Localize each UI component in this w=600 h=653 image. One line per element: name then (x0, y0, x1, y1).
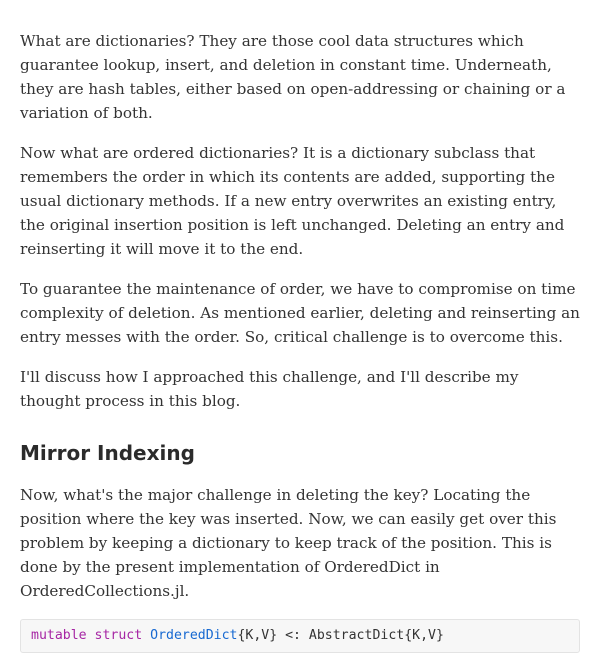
intro-paragraph-dictionaries: What are dictionaries? They are those cool data structures which guarantee lookup, insert, and deletion in constant time. Underneath, they are hash tables, either based on open-addressing or chaining or a variation of both. (20, 32, 566, 122)
code-type-signature: {K,V} <: AbstractDict{K,V} (237, 628, 444, 643)
article-body (20, 29, 580, 653)
code-type-name: OrderedDict (150, 628, 238, 643)
intro-paragraph-blog-purpose: I'll discuss how I approached this challenge, and I'll describe my thought process in this blog. (20, 368, 519, 410)
code-keyword-struct: struct (94, 628, 143, 643)
code-block (20, 619, 580, 653)
intro-paragraph-challenge: To guarantee the maintenance of order, we have to compromise on time complexity of deletion. As mentioned earlier, deleting and reinserting an entry messes with the order. So, critical challenge is to overcome this. (20, 280, 580, 346)
code-keyword-mutable: mutable (31, 628, 87, 643)
section-paragraph: Now, what's the major challenge in deleting the key? Locating the position where the key was inserted. Now, we can easily get over this problem by keeping a dictionary to keep track of the position. This is done by the present implementation of OrderedDict in OrderedCollections.jl. (20, 486, 557, 600)
section-heading-mirror-indexing: Mirror Indexing (20, 441, 195, 465)
intro-paragraph-ordered-dictionaries: Now what are ordered dictionaries? It is a dictionary subclass that remembers the order in which its contents are added, supporting the usual dictionary methods. If a new entry overwrites an existing entry, the original insertion position is left unchanged. Deleting an entry and reinserting it will move it to the end. (20, 144, 565, 258)
